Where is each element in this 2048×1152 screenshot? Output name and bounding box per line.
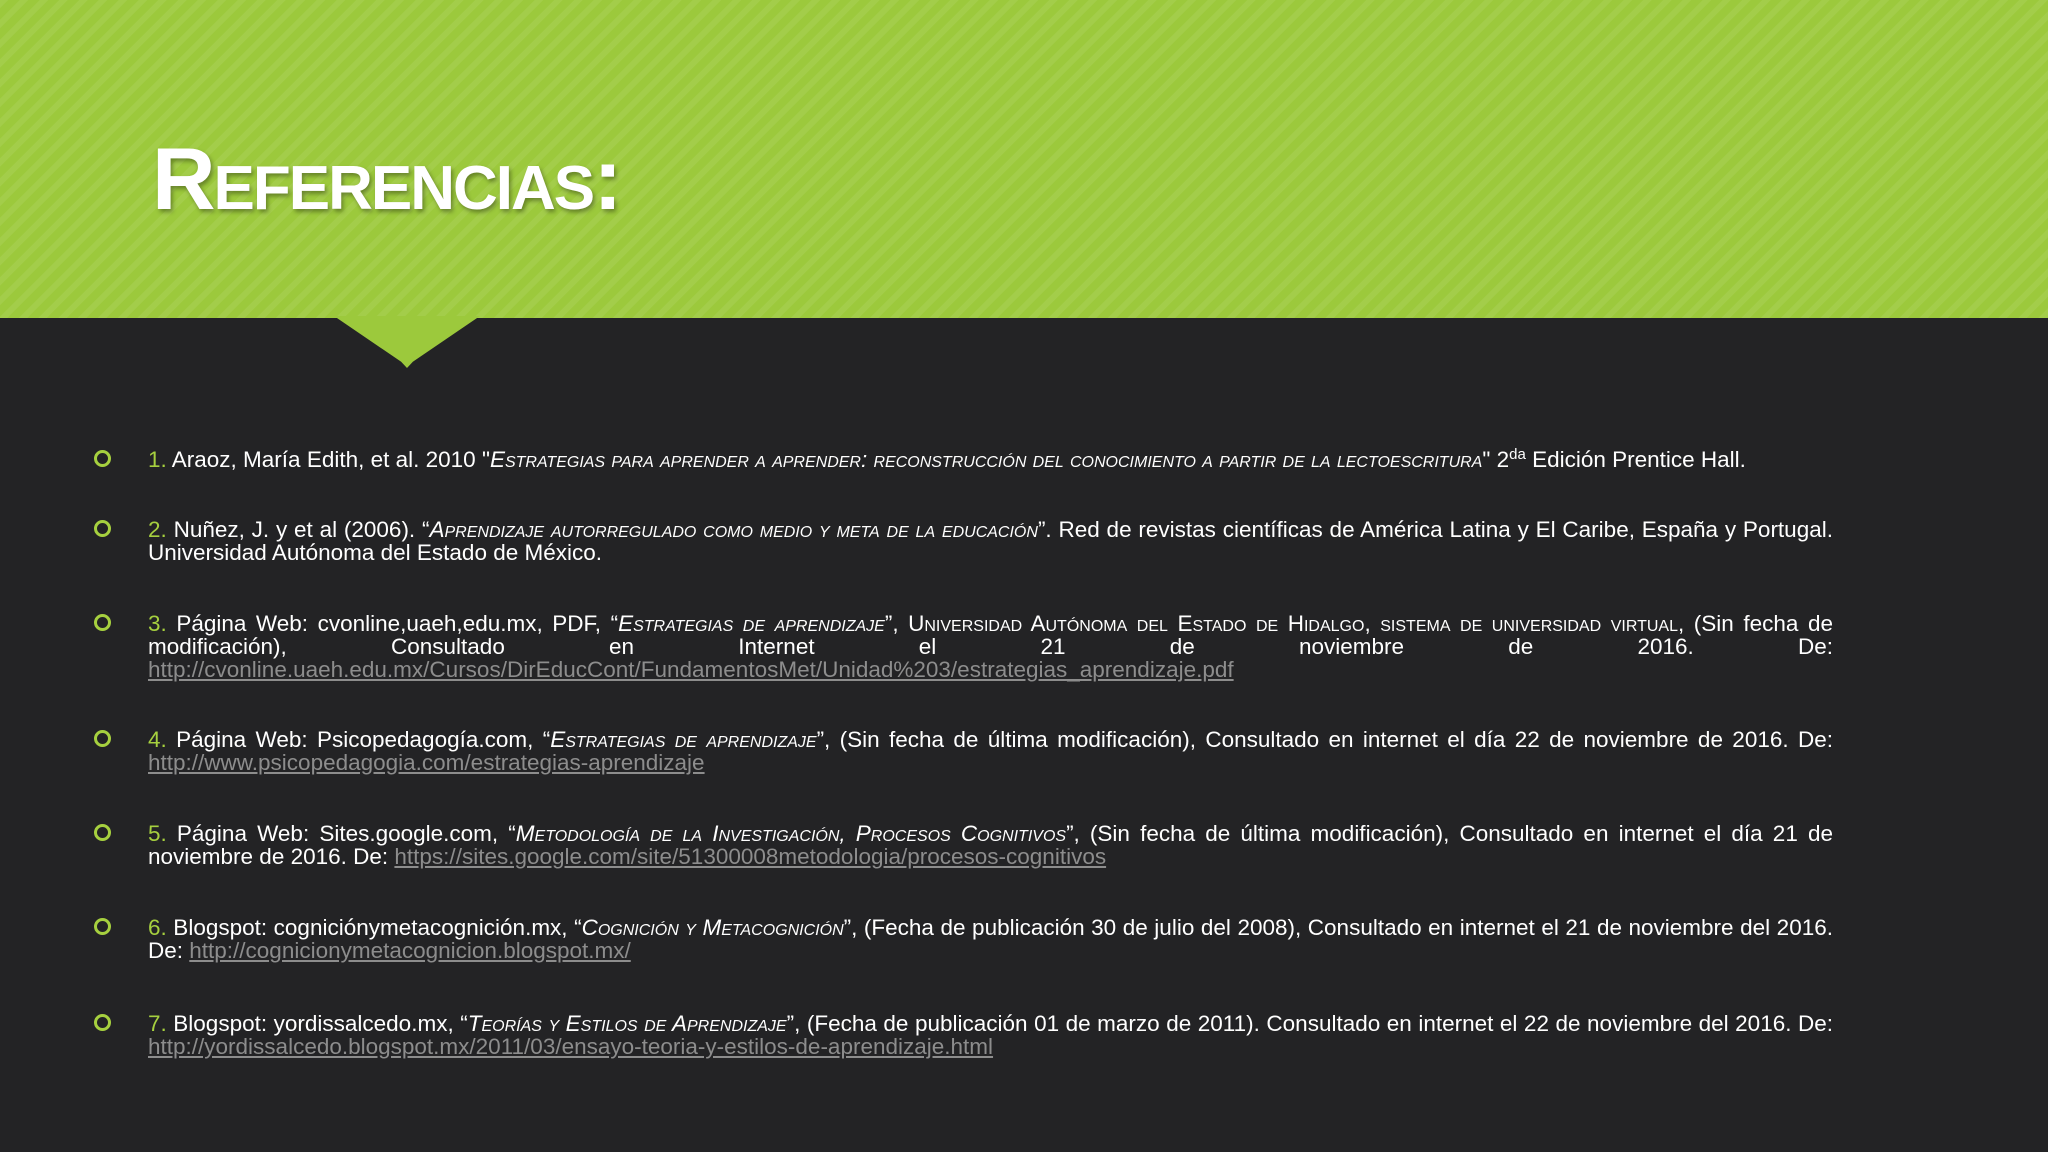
superscript: da [1509,446,1526,463]
reference-title: Estrategias para aprender a aprender: reconstrucción del conocimiento a partir de la lectoescritura [489,447,1483,472]
reference-title: Cognición y Metacognición [581,915,844,940]
bullet-icon [94,520,111,537]
reference-text: Página Web: Sites.google.com, “ [166,821,516,846]
bullet-icon [94,730,111,747]
reference-number: 1. [148,447,167,472]
reference-item-2 [148,518,1833,564]
reference-link[interactable]: http://yordissalcedo.blogspot.mx/2011/03/ensayo-teoria-y-estilos-de-aprendizaje.html [148,1034,994,1059]
reference-text: Nuñez, J. y et al (2006). “ [166,517,430,542]
reference-title: Teorías y Estilos de Aprendizaje [467,1011,787,1036]
bullet-icon [94,918,111,935]
reference-item-5 [148,822,1833,868]
reference-text: ”, (Sin fecha de última modificación), Consultado en internet el día 22 de noviembre de 2016. De: [816,727,1833,752]
reference-text: ”, (Fecha de publicación 01 de marzo de 2011). Consultado en internet el 22 de noviembre del 2016. De: [786,1011,1834,1036]
reference-text: ”, (Sin fecha de última modificación), Consultado en internet el día 21 de noviembre de 2016. De: [148,821,1833,869]
institution-name: Universidad Autónoma del Estado de Hidalgo, sistema de universidad virtual [908,611,1678,636]
reference-title: Estrategias de aprendizaje [618,611,885,636]
reference-number: 4. [148,727,167,752]
bullet-icon [94,614,111,631]
reference-title: Aprendizaje autorregulado como medio y meta de la educación [429,517,1038,542]
bullet-icon [94,824,111,841]
reference-text: ”. Red de revistas científicas de América Latina y El Caribe, España y Portugal. Universidad Autónoma del Estado de México. [148,517,1833,565]
reference-item-7 [148,1012,1833,1058]
reference-text: , (Sin fecha de modificación), Consultado en Internet el 21 de noviembre de 2016. De: [148,611,1833,659]
reference-number: 5. [148,821,167,846]
bullet-icon [94,450,111,467]
reference-text: ”, [884,611,909,636]
reference-title: Metodología de la Investigación, Procesos Cognitivos [515,821,1067,846]
reference-link[interactable]: http://cognicionymetacognicion.blogspot.mx/ [189,938,631,963]
reference-item-3 [148,612,1833,681]
reference-number: 3. [148,611,167,636]
reference-number: 6. [148,915,167,940]
bullet-icon [94,1014,111,1031]
reference-link[interactable]: https://sites.google.com/site/51300008metodologia/procesos-cognitivos [394,844,1107,869]
reference-link[interactable]: http://cvonline.uaeh.edu.mx/Cursos/DirEducCont/FundamentosMet/Unidad%203/estrategias_aprendizaje.pdf [148,657,1234,682]
reference-text: Araoz, María Edith, et al. 2010 " [166,447,490,472]
reference-number: 7. [148,1011,167,1036]
slide-title: Referencias: [152,129,621,228]
reference-title: Estrategias de aprendizaje [550,727,817,752]
reference-text: Blogspot: cogniciónymetacognición.mx, “ [166,915,582,940]
reference-text: " 2 [1482,447,1510,472]
reference-text: Página Web: Psicopedagogía.com, “ [166,727,551,752]
reference-text: Blogspot: yordissalcedo.mx, “ [166,1011,468,1036]
reference-text: Página Web: cvonline,uaeh,edu.mx, PDF, “ [166,611,619,636]
reference-item-6 [148,916,1833,962]
reference-number: 2. [148,517,167,542]
reference-text: ”, (Fecha de publicación 30 de julio del 2008), Consultado en internet el 21 de noviembre del 2016. De: [148,915,1833,963]
reference-item-1 [148,448,1833,471]
reference-text: Edición Prentice Hall. [1525,447,1746,472]
reference-link[interactable]: http://www.psicopedagogia.com/estrategias-aprendizaje [148,750,705,775]
reference-item-4 [148,728,1833,774]
